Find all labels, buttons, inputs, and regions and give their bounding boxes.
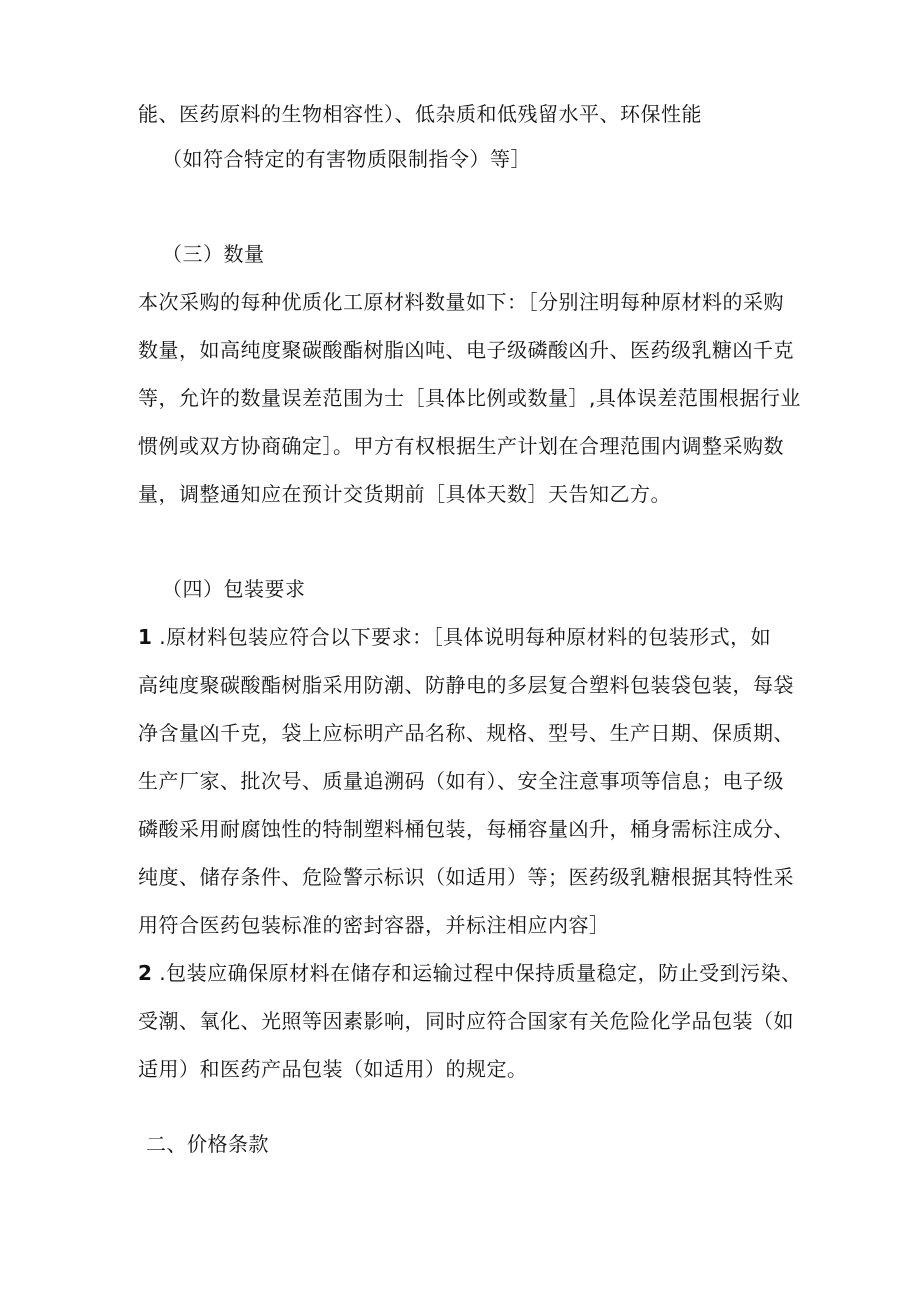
paragraph-line: 磷酸采用耐腐蚀性的特制塑料桶包装，每桶容量凶升，桶身需标注成分、: [138, 817, 794, 841]
paragraph-line: 用符合医药包装标准的密封容器，并标注相应内容］: [138, 913, 610, 937]
list-item-text: .包装应确保原材料在储存和运输过程中保持质量稳定，防止受到污染、: [159, 961, 802, 985]
list-item-line: [138, 623, 771, 651]
list-item-number: 1: [138, 625, 153, 649]
paragraph-line: 高纯度聚碳酸酯树脂采用防潮、防静电的多层复合塑料包装袋包装，每袋: [138, 673, 794, 697]
section-heading-quantity: （三）数量: [162, 242, 265, 266]
paragraph-line: 适用）和医药产品包装（如适用）的规定。: [138, 1057, 528, 1081]
paragraph-line: （如符合特定的有害物质限制指令）等］: [162, 147, 531, 171]
paragraph-line: 等，允许的数量误差范围为士［具体比例或数量］,具体误差范围根据行业: [138, 386, 801, 410]
list-item-number: 2: [138, 961, 153, 985]
paragraph-line: 能、医药原料的生物相容性）、低杂质和低残留水平、环保性能: [138, 102, 702, 126]
section-heading-price-terms: 二、价格条款: [146, 1132, 269, 1156]
paragraph-line: 本次采购的每种优质化工原材料数量如下：［分别注明每种原材料的采购: [138, 290, 784, 314]
list-item-text: .原材料包装应符合以下要求：［具体说明每种原材料的包装形式，如: [159, 625, 772, 649]
list-item-line: [138, 959, 802, 987]
paragraph-line: 生产厂家、批次号、质量追溯码（如有）、安全注意事项等信息；电子级: [138, 769, 784, 793]
paragraph-line: 数量，如高纯度聚碳酸酯树脂凶吨、电子级磷酸凶升、医药级乳糖凶千克: [138, 338, 794, 362]
paragraph-line: 量，调整通知应在预计交货期前［具体天数］天告知乙方。: [138, 482, 671, 506]
paragraph-line: 净含量凶千克，袋上应标明产品名称、规格、型号、生产日期、保质期、: [138, 721, 794, 745]
section-heading-packaging: （四）包装要求: [162, 577, 306, 601]
paragraph-line: 纯度、储存条件、危险警示标识（如适用）等；医药级乳糖根据其特性采: [138, 865, 794, 889]
paragraph-line: 受潮、氧化、光照等因素影响，同时应符合国家有关危险化学品包装（如: [138, 1009, 794, 1033]
paragraph-line: 惯例或双方协商确定］。甲方有权根据生产计划在合理范围内调整采购数: [138, 434, 784, 458]
